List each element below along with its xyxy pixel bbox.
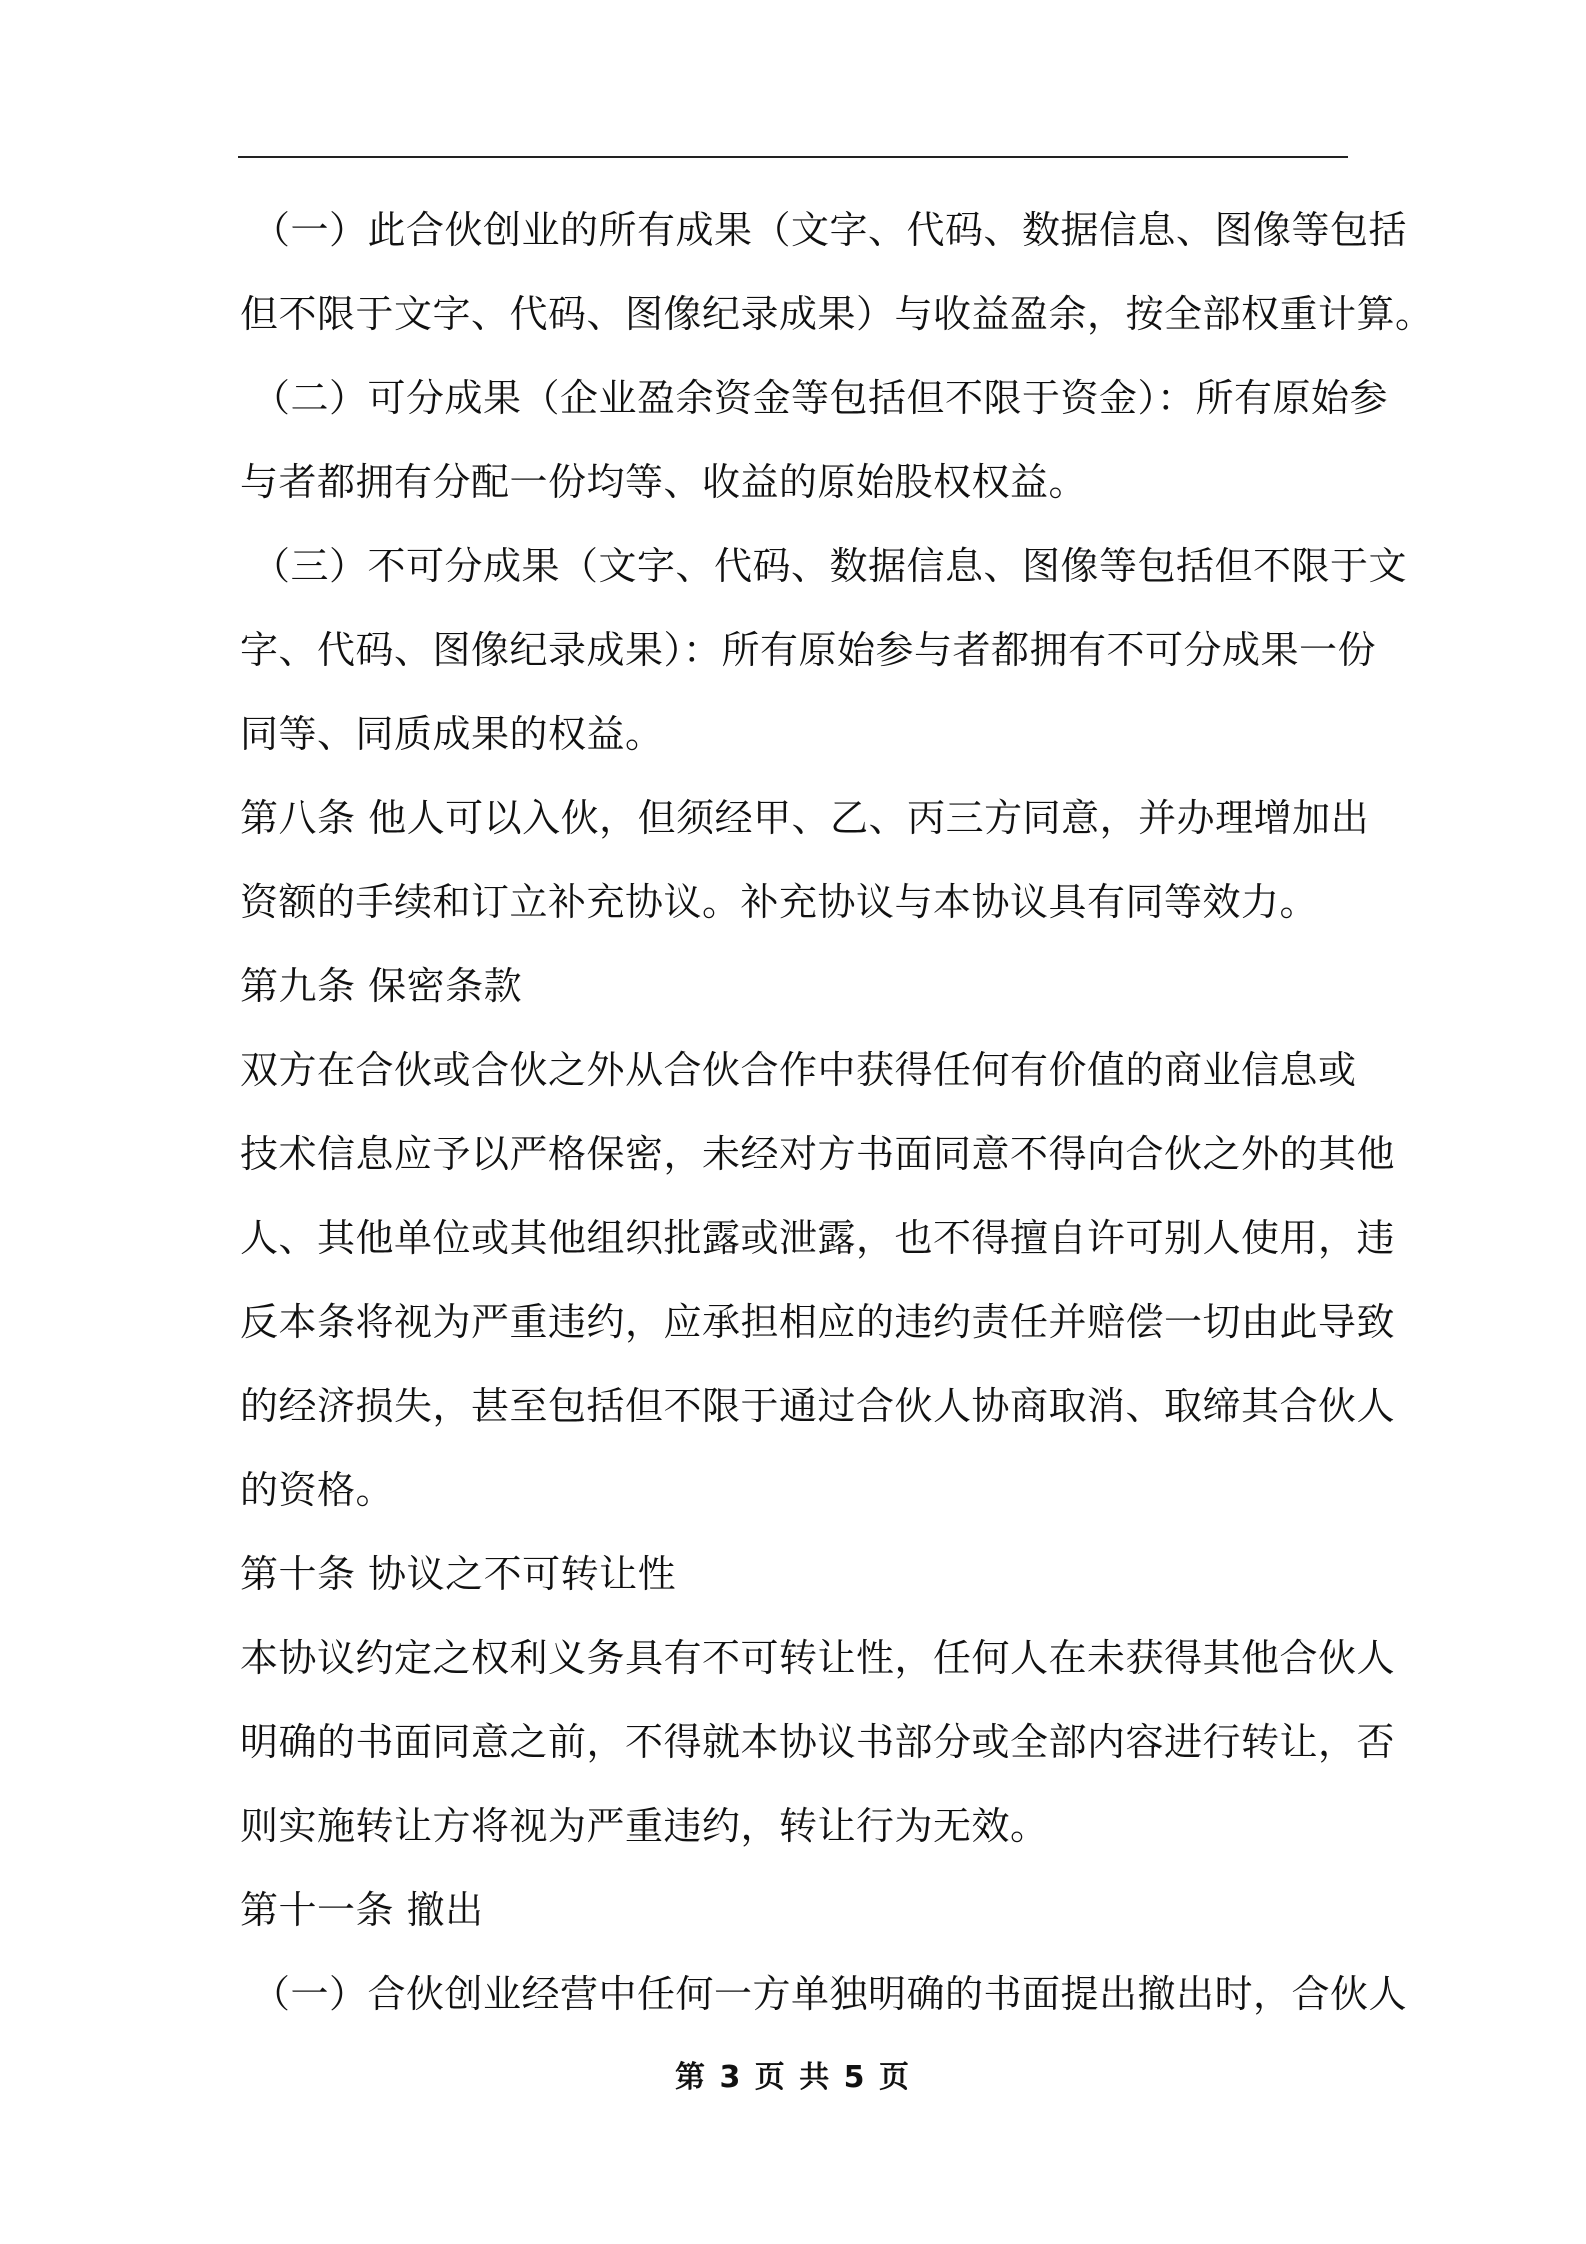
paragraph-line: 同等、同质成果的权益。: [240, 712, 664, 756]
article-8-line: 第八条 他人可以入伙，但须经甲、乙、丙三方同意，并办理增加出: [240, 796, 1370, 840]
paragraph-line: 的资格。: [240, 1468, 395, 1512]
header-rule: [238, 156, 1348, 158]
paragraph-line: 与者都拥有分配一份均等、收益的原始股权权益。: [240, 460, 1088, 504]
article-9-heading: 第九条 保密条款: [240, 964, 523, 1008]
paragraph-line: 但不限于文字、代码、图像纪录成果）与收益盈余，按全部权重计算。: [240, 292, 1434, 336]
paragraph-line: 的经济损失，甚至包括但不限于通过合伙人协商取消、取缔其合伙人: [240, 1384, 1396, 1428]
document-body: [240, 188, 1434, 2036]
paragraph-line: 技术信息应予以严格保密，未经对方书面同意不得向合伙之外的其他: [240, 1132, 1396, 1176]
paragraph-line: （二）可分成果（企业盈余资金等包括但不限于资金）：所有原始参: [252, 376, 1389, 420]
paragraph-line: 人、其他单位或其他组织批露或泄露，也不得擅自许可别人使用，违: [240, 1216, 1396, 1260]
paragraph-line: 明确的书面同意之前，不得就本协议书部分或全部内容进行转让，否: [240, 1720, 1396, 1764]
paragraph-line: 本协议约定之权利义务具有不可转让性，任何人在未获得其他合伙人: [240, 1636, 1396, 1680]
article-10-heading: 第十条 协议之不可转让性: [240, 1552, 677, 1596]
paragraph-line: 则实施转让方将视为严重违约，转让行为无效。: [240, 1804, 1049, 1848]
paragraph-line: （一）此合伙创业的所有成果（文字、代码、数据信息、图像等包括: [252, 208, 1408, 252]
paragraph-line: （一）合伙创业经营中任何一方单独明确的书面提出撤出时，合伙人: [252, 1972, 1408, 2016]
article-11-heading: 第十一条 撤出: [240, 1888, 484, 1932]
paragraph-line: 资额的手续和订立补充协议。补充协议与本协议具有同等效力。: [240, 880, 1319, 924]
page-number-footer: 第 3 页 共 5 页: [675, 2060, 911, 2095]
paragraph-line: 反本条将视为严重违约，应承担相应的违约责任并赔偿一切由此导致: [240, 1300, 1396, 1344]
paragraph-line: （三）不可分成果（文字、代码、数据信息、图像等包括但不限于文: [252, 544, 1408, 588]
paragraph-line: 字、代码、图像纪录成果）：所有原始参与者都拥有不可分成果一份: [240, 628, 1377, 672]
paragraph-line: 双方在合伙或合伙之外从合伙合作中获得任何有价值的商业信息或: [240, 1048, 1357, 1092]
